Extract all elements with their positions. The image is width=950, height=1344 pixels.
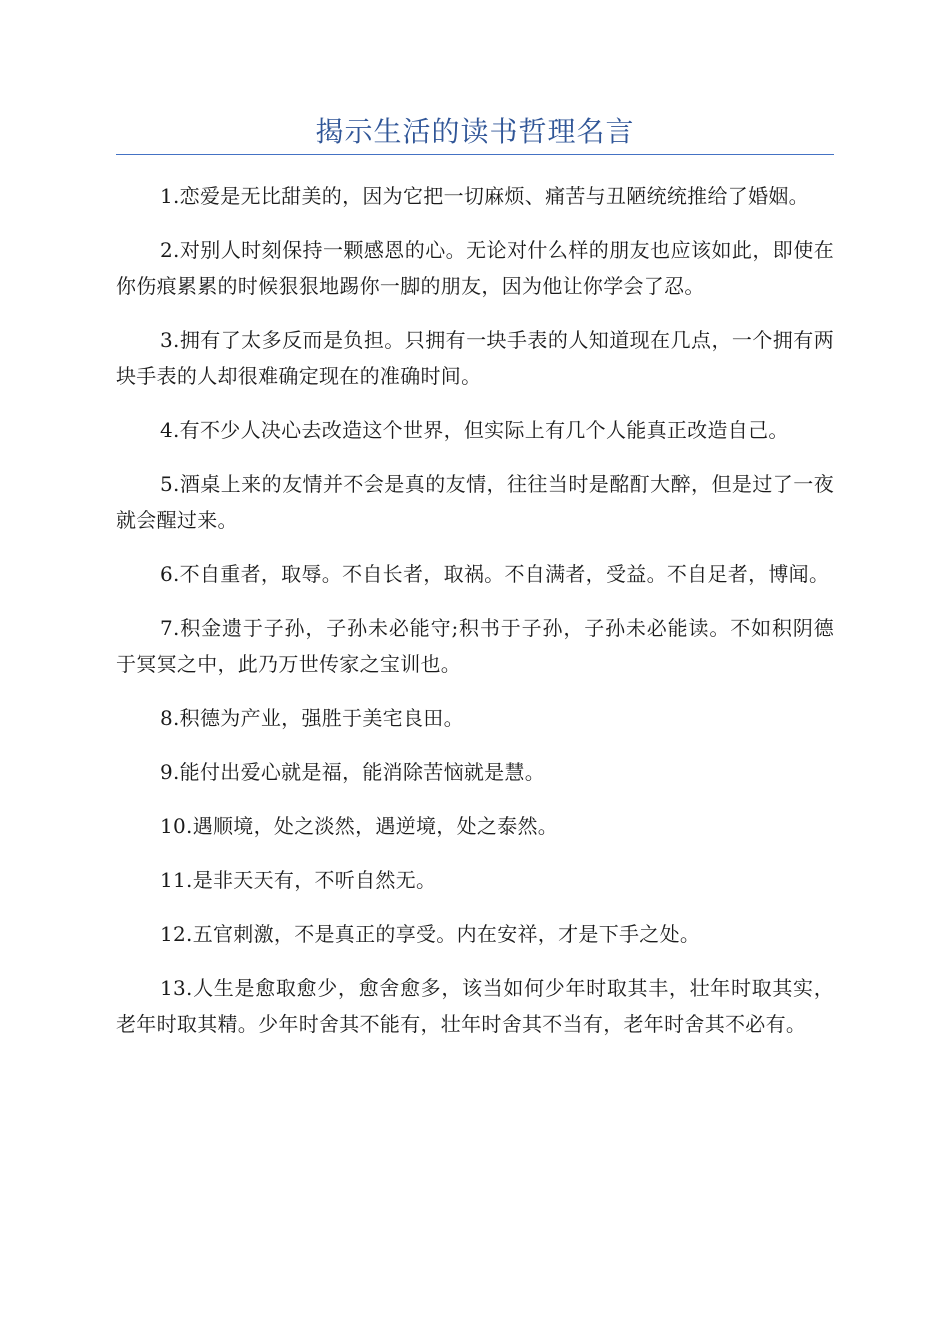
quote-paragraph-3: 3.拥有了太多反而是负担。只拥有一块手表的人知道现在几点，一个拥有两块手表的人却很难确定现在的准确时间。 <box>116 328 834 388</box>
quote-paragraph-2: 2.对别人时刻保持一颗感恩的心。无论对什么样的朋友也应该如此，即使在你伤痕累累的时候狠狠地踢你一脚的朋友，因为他让你学会了忍。 <box>116 238 834 298</box>
quote-paragraph-7: 7.积金遗于子孙，子孙未必能守;积书于子孙，子孙未必能读。不如积阴德于冥冥之中，此乃万世传家之宝训也。 <box>116 616 834 676</box>
quote-paragraph-1: 1.恋爱是无比甜美的，因为它把一切麻烦、痛苦与丑陋统统推给了婚姻。 <box>160 184 809 208</box>
quote-paragraph-11: 11.是非天天有，不听自然无。 <box>160 868 437 892</box>
title-underline <box>116 154 834 155</box>
document-title: 揭示生活的读书哲理名言 <box>315 115 635 148</box>
quote-paragraph-9: 9.能付出爱心就是福，能消除苦恼就是慧。 <box>160 760 546 784</box>
quote-paragraph-6: 6.不自重者，取辱。不自长者，取祸。不自满者，受益。不自足者，博闻。 <box>160 562 830 586</box>
quote-paragraph-5: 5.酒桌上来的友情并不会是真的友情，往往当时是酩酊大醉，但是过了一夜就会醒过来。 <box>116 472 834 532</box>
quote-paragraph-8: 8.积德为产业，强胜于美宅良田。 <box>160 706 464 730</box>
document-body <box>116 178 834 1060</box>
quote-paragraph-10: 10.遇顺境，处之淡然，遇逆境，处之泰然。 <box>160 814 559 838</box>
quote-paragraph-4: 4.有不少人决心去改造这个世界，但实际上有几个人能真正改造自己。 <box>160 418 789 442</box>
quote-paragraph-13: 13.人生是愈取愈少，愈舍愈多，该当如何少年时取其丰，壮年时取其实，老年时取其精。少年时舍其不能有，壮年时舍其不当有，老年时舍其不必有。 <box>116 976 834 1036</box>
quote-paragraph-12: 12.五官刺激，不是真正的享受。内在安祥，才是下手之处。 <box>160 922 701 946</box>
